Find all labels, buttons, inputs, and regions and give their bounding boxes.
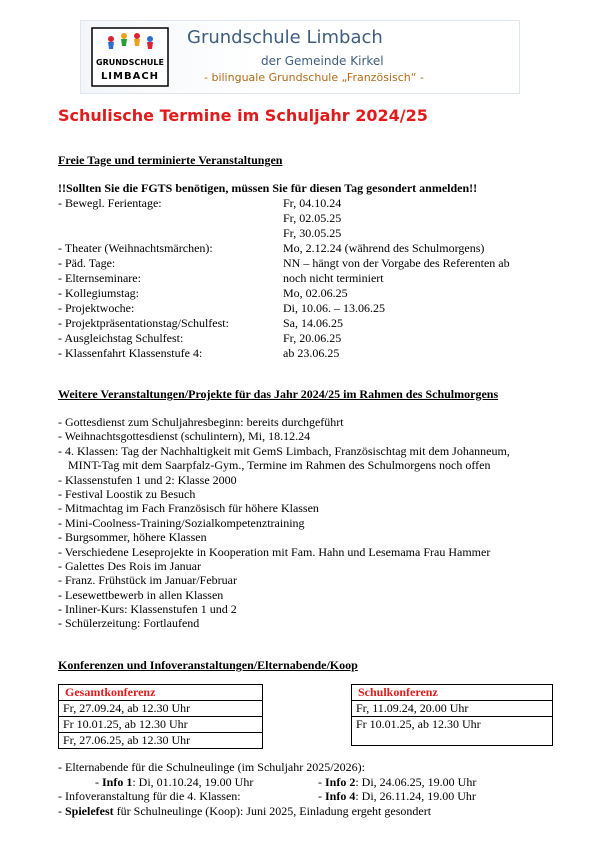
school-logo <box>91 27 169 87</box>
list-item: - Mitmachtag im Fach Französisch für höhere Klassen <box>58 501 319 516</box>
table-cell: Fr, 27.06.25, ab 12.30 Uhr <box>59 733 263 749</box>
info-4-line <box>58 789 476 804</box>
list-item: - Festival Loostik zu Besuch <box>58 486 196 501</box>
list-item: - Klassenstufen 1 und 2: Klasse 2000 <box>58 472 237 487</box>
list-item: - Mini-Coolness-Training/Sozialkompetenztraining <box>58 515 305 530</box>
list-item: - Burgsommer, höhere Klassen <box>58 530 207 545</box>
info-4-label: Info 4 <box>325 789 356 804</box>
info-1-label: Info 1 <box>102 774 133 789</box>
info-2-date: : Di, 24.06.25, 19.00 Uhr <box>355 774 477 789</box>
elternabende-text: - Elternabende für die Schulneulinge (im Schuljahr 2025/2026): <box>58 760 365 774</box>
list-item: - Franz. Frühstück im Januar/Februar <box>58 573 237 588</box>
date-value: Fr, 02.05.25 <box>283 211 342 225</box>
date-value: ab 23.06.25 <box>283 346 340 360</box>
info-1-prefix: - <box>95 774 102 789</box>
date-value: Mo, 02.06.25 <box>283 286 348 300</box>
info-4-date: : Di, 26.11.24, 19.00 Uhr <box>355 789 476 804</box>
date-value: Fr, 20.06.25 <box>283 331 342 345</box>
date-label: - Elternseminare: <box>58 271 141 285</box>
date-label: - Projektwoche: <box>58 301 135 315</box>
schulkonferenz-table <box>351 684 553 746</box>
list-item: - Schülerzeitung: Fortlaufend <box>58 616 200 631</box>
date-value: Mo, 2.12.24 (während des Schulmorgens) <box>283 241 485 255</box>
date-value: noch nicht terminiert <box>283 271 384 285</box>
list-item: - Verschiedene Leseprojekte in Kooperation mit Fam. Hahn und Lesemama Frau Hammer <box>58 544 491 559</box>
table-row <box>59 685 263 701</box>
table-row <box>352 717 553 746</box>
list-item: - Galettes Des Rois im Januar <box>58 558 201 573</box>
date-label: - Theater (Weihnachtsmärchen): <box>58 241 213 255</box>
list-item: MINT-Tag mit dem Saarpfalz-Gym., Termine im Rahmen des Schulmorgens noch offen <box>68 458 491 473</box>
section-heading-free-days: Freie Tage und terminierte Veranstaltungen <box>58 153 283 167</box>
info-1-date: : Di, 01.10.24, 19.00 Uhr <box>132 774 254 789</box>
date-label: - Projektpräsentationstag/Schulfest: <box>58 316 229 330</box>
info-4 <box>318 789 476 804</box>
table-row <box>352 685 553 701</box>
projects-list <box>58 415 510 631</box>
section-heading-projects: Weitere Veranstaltungen/Projekte für das Jahr 2024/25 im Rahmen des Schulmorgens <box>58 387 499 401</box>
date-label: - Ausgleichstag Schulfest: <box>58 331 184 345</box>
spielefest-label: Spielefest <box>65 804 114 819</box>
date-value: Sa, 14.06.25 <box>283 316 343 330</box>
list-item: - Lesewettbewerb in allen Klassen <box>58 587 224 602</box>
date-value: Di, 10.06. – 13.06.25 <box>283 301 385 315</box>
table-cell: Fr 10.01.25, ab 12.30 Uhr <box>352 717 553 746</box>
info-line <box>58 774 477 790</box>
date-label: - Klassenfahrt Klassenstufe 4: <box>58 346 203 360</box>
fgts-warning: !!Sollten Sie die FGTS benötigen, müssen Sie für diesen Tag gesondert anmelden!! <box>58 181 478 195</box>
list-item: - Gottesdienst zum Schuljahresbeginn: bereits durchgeführt <box>58 415 344 429</box>
table-cell: Fr, 27.09.24, ab 12.30 Uhr <box>59 701 263 717</box>
info-2 <box>318 775 476 790</box>
school-subtitle: - bilinguale Grundschule „Französisch“ - <box>204 71 424 84</box>
gesamtkonferenz-table <box>58 684 263 749</box>
table-row <box>59 701 263 717</box>
table-row <box>352 701 553 717</box>
logo-text-top: GRUNDSCHULE <box>96 58 164 67</box>
letterhead <box>80 20 520 94</box>
date-value: NN – hängt von der Vorgabe des Referenten ab <box>283 256 510 270</box>
date-value: Fr, 04.10.24 <box>283 196 342 210</box>
logo-text-bottom: LIMBACH <box>100 71 160 82</box>
table-row <box>59 717 263 733</box>
page-title: Schulische Termine im Schuljahr 2024/25 <box>58 106 428 125</box>
list-item: - Weihnachtsgottesdienst (schulintern), Mi, 18.12.24 <box>58 429 311 444</box>
table-cell: Fr 10.01.25, ab 12.30 Uhr <box>59 717 263 733</box>
table-cell: Fr, 11.09.24, 20.00 Uhr <box>352 701 553 717</box>
spielefest-prefix: - <box>58 804 65 819</box>
table-header: Schulkonferenz <box>352 685 553 701</box>
date-label: - Päd. Tage: <box>58 256 116 270</box>
date-value: Fr, 30.05.25 <box>283 226 342 240</box>
infoveranstaltung-text: - Infoveranstaltung für die 4. Klassen: <box>58 789 241 804</box>
list-item: - 4. Klassen: Tag der Nachhaltigkeit mit GemS Limbach, Französischtag mit dem Johanneum, <box>58 443 510 458</box>
municipality: der Gemeinde Kirkel <box>261 54 384 68</box>
date-label: - Kollegiumstag: <box>58 286 139 300</box>
info-2-prefix: - <box>318 774 325 789</box>
info-2-label: Info 2 <box>325 774 356 789</box>
spielefest-text: für Schulneulinge (Koop): Juni 2025, Einladung ergeht gesondert <box>113 804 432 819</box>
info-1 <box>95 775 253 790</box>
elternabende-line <box>58 760 431 775</box>
school-name: Grundschule Limbach <box>187 27 383 48</box>
list-item: - Inliner-Kurs: Klassenstufen 1 und 2 <box>58 602 237 617</box>
info-4-prefix: - <box>318 789 325 804</box>
table-row <box>59 733 263 749</box>
section-heading-conferences: Konferenzen und Infoveranstaltungen/Elternabende/Koop <box>58 658 358 672</box>
table-header: Gesamtkonferenz <box>59 685 263 701</box>
spielefest-line <box>58 804 431 819</box>
parent-evenings <box>58 760 477 819</box>
date-label: - Bewegl. Ferientage: <box>58 196 162 210</box>
